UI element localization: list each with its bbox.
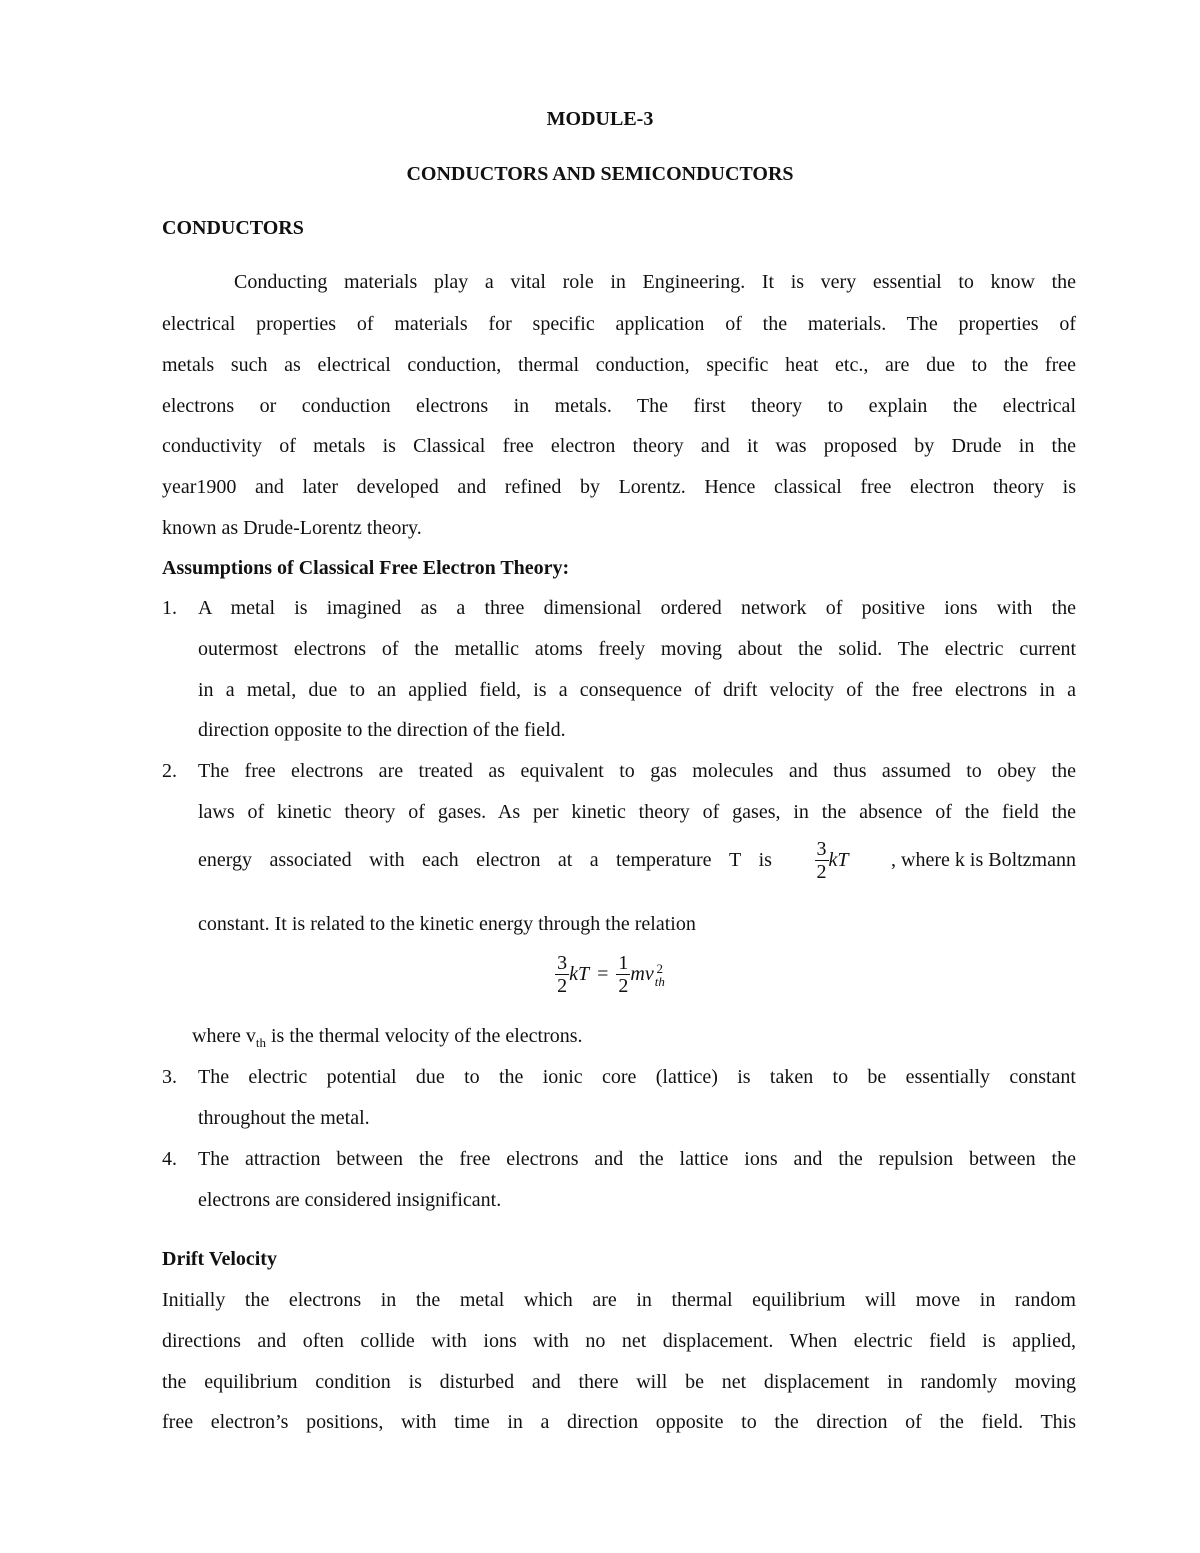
formula-exponent: 2 [656,960,664,976]
formula-scripts [655,962,665,988]
fraction-denominator: 2 [816,861,827,883]
formula-numerator-1: 1 [618,952,629,974]
drift-line-2: directions and often collide with ions with no net displacement. When electric field is applied, [162,1330,1076,1352]
where-pre: where v [192,1025,256,1047]
module-label: MODULE-3 [546,108,654,130]
list-number-1: 1. [162,597,177,619]
item1-line-1: A metal is imagined as a three dimensional ordered network of positive ions with the [198,597,1076,619]
formula-denominator-2b: 2 [618,975,629,997]
fraction-numerator: 3 [816,838,827,860]
intro-line-2: electrical properties of materials for specific application of the materials. The properties of [162,313,1076,335]
item1-line-4: direction opposite to the direction of the field. [198,719,566,741]
item1-line-3: in a metal, due to an applied field, is a consequence of drift velocity of the free electrons in a [198,679,1076,701]
formula-fraction-half [616,952,630,997]
item2-energy-line [198,838,1076,883]
item4-line-2: electrons are considered insignificant. [198,1189,502,1211]
fraction-three-halves [815,838,829,883]
intro-line-6: year1900 and later developed and refined by Lorentz. Hence classical free electron theory is [162,476,1076,498]
item2-line-2: laws of kinetic theory of gases. As per kinetic theory of gases, in the absence of the field the [198,801,1076,823]
energy-text [198,849,772,872]
intro-line-5: conductivity of metals is Classical free electron theory and it was proposed by Drude in the [162,435,1076,457]
formula-denominator-2: 2 [557,975,568,997]
energy-pre-text [198,849,772,872]
kT-symbol: kT [828,849,849,871]
intro-line-1: Conducting materials play a vital role in Engineering. It is very essential to know the [234,271,1076,293]
energy-word: energy [198,849,253,871]
item3-line-2: throughout the metal. [198,1107,370,1129]
energy-word: temperature [616,849,712,871]
intro-line-7: known as Drude-Lorentz theory. [162,517,422,539]
item2-line-1: The free electrons are treated as equivalent to gas molecules and thus assumed to obey the [198,760,1076,782]
formula-fraction-three-halves [555,952,569,997]
energy-post-text: , where k is Boltzmann [891,849,1076,871]
formula-mv: mv [630,963,654,985]
energy-word: electron [476,849,541,871]
page-title: CONDUCTORS AND SEMICONDUCTORS [406,163,794,185]
formula-equals: = [597,963,609,985]
where-post: is the thermal velocity of the electrons. [265,1025,583,1047]
item2-where-line [192,1025,583,1051]
assumptions-heading: Assumptions of Classical Free Electron Theory: [162,557,570,579]
energy-word: at [557,849,573,871]
list-number-4: 4. [162,1148,177,1170]
formula-subscript: th [654,973,665,989]
energy-word: with [369,849,405,871]
intro-line-4: electrons or conduction electrons in metals. The first theory to explain the electrical [162,395,1076,417]
kinetic-energy-formula [0,952,1200,997]
where-subscript: th [255,1035,266,1050]
inline-formula [815,838,849,883]
list-number-2: 2. [162,760,177,782]
list-number-3: 3. [162,1066,177,1088]
item3-line-1: The electric potential due to the ionic core (lattice) is taken to be essentially constant [198,1066,1076,1088]
energy-word: a [589,849,599,871]
energy-word: associated [269,849,352,871]
formula-numerator-3: 3 [557,952,568,974]
energy-word: is [758,849,772,871]
formula-kT: kT [569,963,590,985]
item1-line-2: outermost electrons of the metallic atoms freely moving about the solid. The electric current [198,638,1076,660]
drift-line-4: free electron’s positions, with time in a direction opposite to the direction of the field. This [162,1411,1076,1433]
energy-word: T [728,849,742,871]
drift-line-1: Initially the electrons in the metal which are in thermal equilibrium will move in random [162,1289,1076,1311]
drift-velocity-heading: Drift Velocity [162,1248,277,1270]
section-heading-conductors: CONDUCTORS [162,217,304,239]
item2-constant-line: constant. It is related to the kinetic energy through the relation [198,913,696,935]
energy-word: each [422,849,459,871]
intro-line-3: metals such as electrical conduction, thermal conduction, specific heat etc., are due to the free [162,354,1076,376]
drift-line-3: the equilibrium condition is disturbed and there will be net displacement in randomly moving [162,1371,1076,1393]
item4-line-1: The attraction between the free electrons and the lattice ions and the repulsion between the [198,1148,1076,1170]
